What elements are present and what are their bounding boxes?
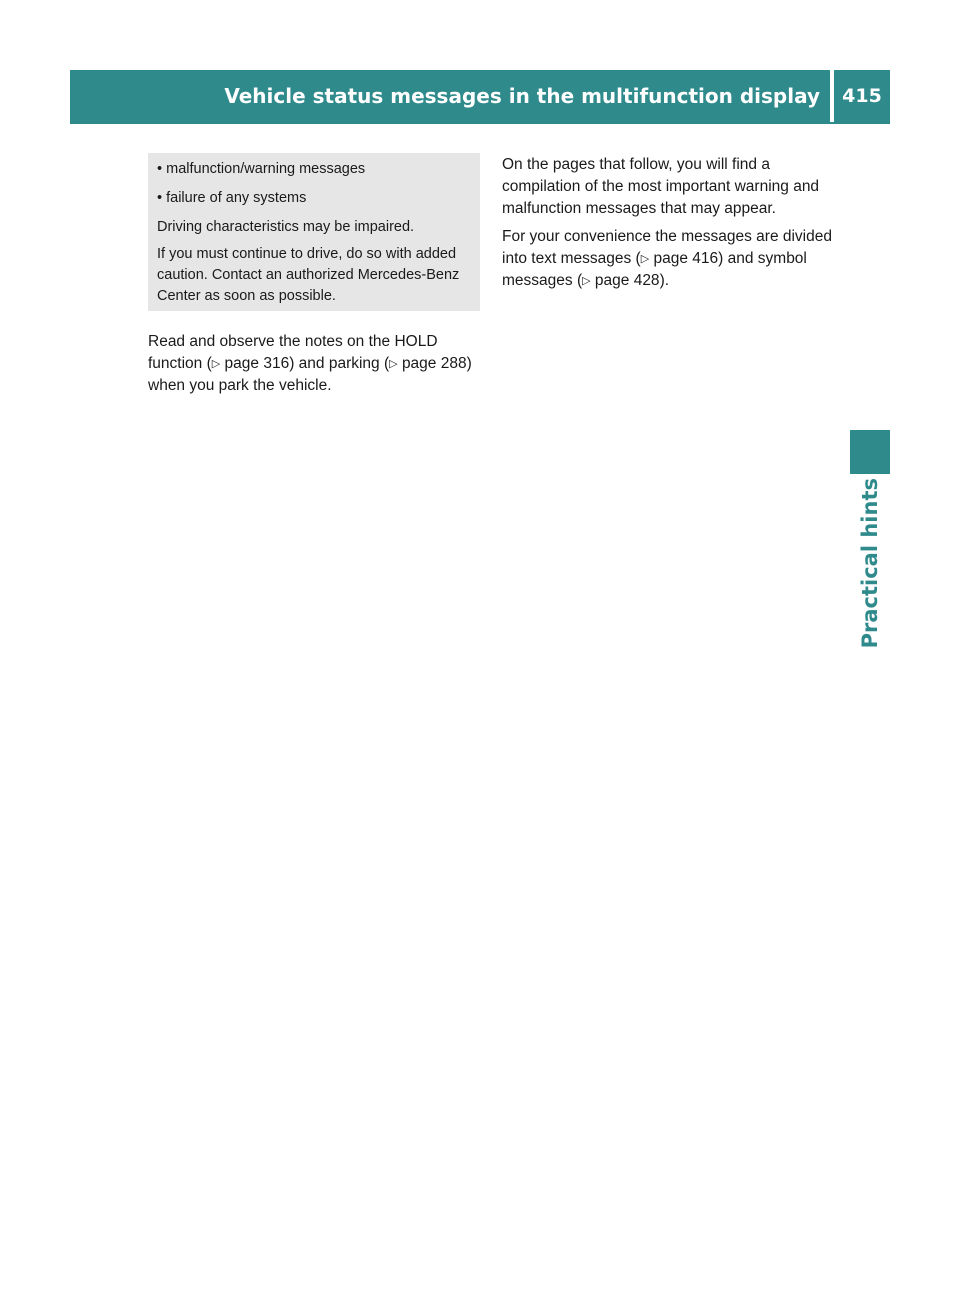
list-item xyxy=(157,159,474,180)
page-reference-link[interactable]: page 428 xyxy=(594,272,660,289)
left-column xyxy=(148,153,480,397)
paragraph-text: ). xyxy=(659,272,670,289)
page-reference-icon: ▷ xyxy=(582,275,591,287)
page-number-label: 415 xyxy=(842,85,882,107)
messages-paragraph xyxy=(502,226,842,292)
warning-text: Driving characteristics may be impaired. xyxy=(157,219,415,235)
bullet-marker: • xyxy=(157,161,163,177)
page-title: Vehicle status messages in the multifunction display xyxy=(224,84,820,108)
paragraph-text: ) and parking ( xyxy=(289,355,390,372)
page-reference-icon: ▷ xyxy=(389,358,398,370)
intro-paragraph: On the pages that follow, you will find a compilation of the most important warning and malfunction messages that may appear. xyxy=(502,156,820,217)
warning-box xyxy=(148,153,480,311)
list-item-text: failure of any systems xyxy=(166,190,307,206)
list-item xyxy=(157,188,474,209)
page-reference-link[interactable]: page 416 xyxy=(653,250,719,267)
paragraph-text: ) when you park the vehicle. xyxy=(148,355,472,394)
page-reference-icon: ▷ xyxy=(211,358,221,370)
hold-parking-paragraph xyxy=(148,331,480,397)
section-tab-marker xyxy=(850,430,890,474)
section-tab xyxy=(850,478,890,648)
paragraph-text: For your convenience the messages are divided into text messages ( xyxy=(502,228,832,267)
paragraph-text: Read and observe the notes on the HOLD function ( xyxy=(148,333,438,372)
page-reference-icon: ▷ xyxy=(640,253,650,265)
page-reference-link[interactable]: page 288 xyxy=(401,355,467,372)
section-tab-label: Practical hints xyxy=(858,478,882,649)
paragraph-text: ) and symbol messages ( xyxy=(502,250,807,289)
page-number xyxy=(834,70,890,122)
header-divider xyxy=(70,122,890,124)
page-header xyxy=(70,70,830,122)
warning-text: If you must continue to drive, do so with added caution. Contact an authorized Mercedes-Benz Center as soon as possible. xyxy=(157,246,460,304)
bullet-marker: • xyxy=(157,190,163,206)
list-item-text: malfunction/warning messages xyxy=(166,161,366,177)
page-reference-link[interactable]: page 316 xyxy=(224,355,290,372)
right-column xyxy=(502,154,842,292)
